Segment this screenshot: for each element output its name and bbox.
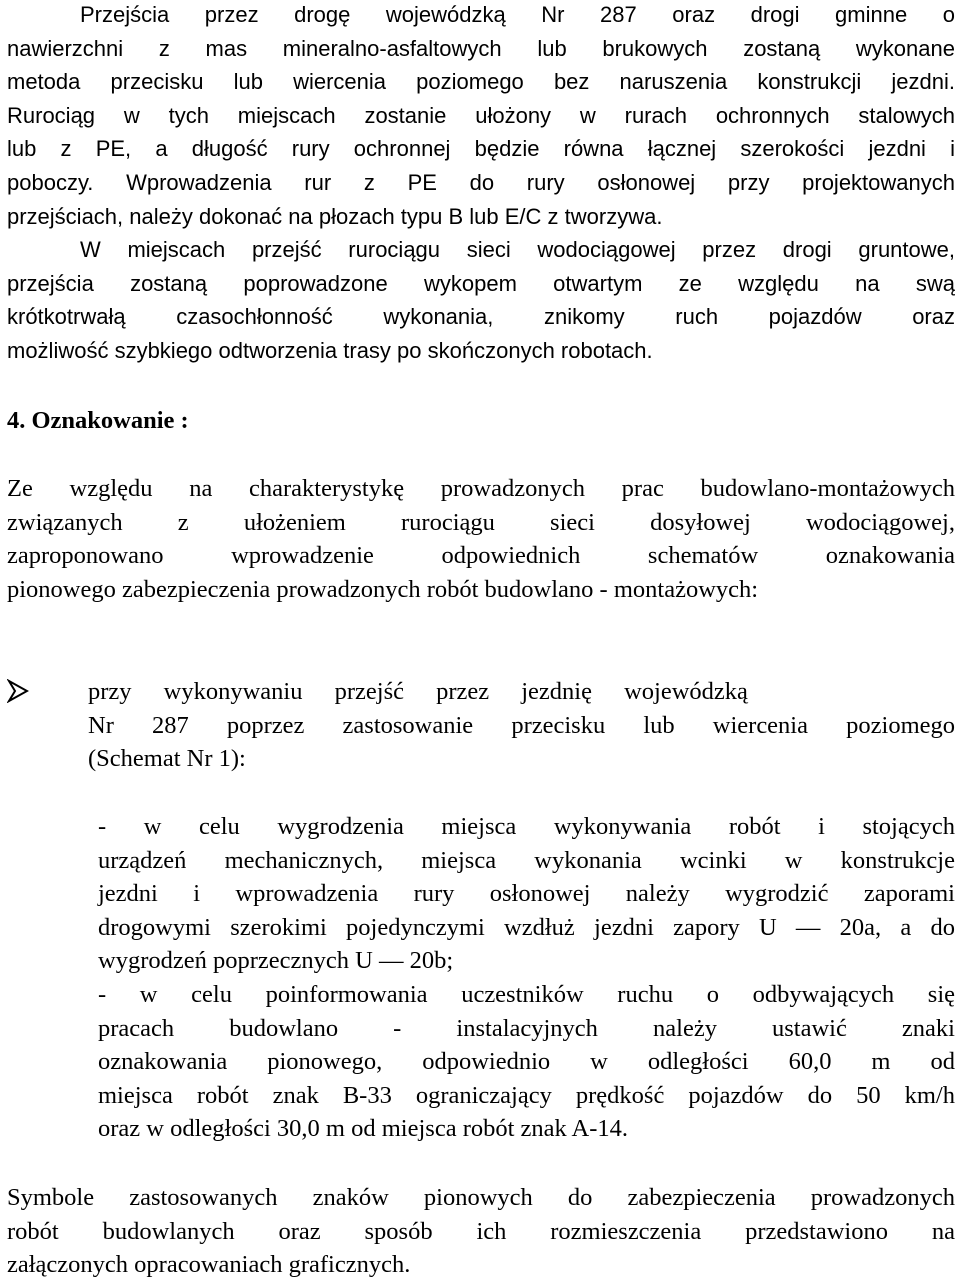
text-line: miejsca robót znak B-33 ograniczający prędkość pojazdów do 50 km/h: [98, 1081, 955, 1109]
text-line: urządzeń mechanicznych, miejsca wykonania wcinki w konstrukcje: [98, 846, 955, 874]
text-line: załączonych opracowaniach graficznych.: [7, 1251, 411, 1279]
arrow-bullet-icon: [7, 679, 29, 703]
text-line: W miejscach przejść rurociągu sieci wodociągowej przez drogi gruntowe,: [80, 237, 955, 262]
text-line: przejścia zostaną poprowadzone wykopem otwartym ze względu na swą: [7, 270, 955, 296]
text-line: możliwość szybkiego odtworzenia trasy po skończonych robotach.: [7, 337, 653, 363]
text-line: oraz w odległości 30,0 m od miejsca robót znak A-14.: [98, 1115, 629, 1143]
text-line: metoda przecisku lub wiercenia poziomego bez naruszenia konstrukcji jezdni.: [7, 69, 955, 95]
bullet-text: [88, 675, 955, 776]
text-line: nawierzchni z mas mineralno-asfaltowych lub brukowych zostaną wykonane: [7, 35, 955, 61]
text-line: przejściach, należy dokonać na płozach typu B lub E/C z tworzywa.: [7, 203, 663, 229]
text-line: Nr 287 poprzez zastosowanie przecisku lub wiercenia poziomego: [88, 711, 955, 739]
text-line: Ze względu na charakterystykę prowadzonych prac budowlano-montażowych: [7, 475, 955, 502]
text-line: krótkotrwałą czasochłonność wykonania, znikomy ruch pojazdów oraz: [7, 304, 955, 330]
section-heading: [7, 404, 955, 437]
text-line: jezdni i wprowadzenia rury osłonowej należy wygrodzić zaporami: [98, 880, 955, 908]
text-line: Rurociąg w tych miejscach zostanie ułożony w rurach ochronnych stalowych: [7, 102, 955, 128]
text-line: związanych z ułożeniem rurociągu sieci dosyłowej wodociągowej,: [7, 508, 955, 536]
text-line: - w celu poinformowania uczestników ruchu o odbywających się: [98, 981, 955, 1008]
text-line: zaproponowano wprowadzenie odpowiednich schematów oznakowania: [7, 542, 955, 570]
heading-text: 4. Oznakowanie :: [7, 407, 189, 434]
dash-item-signs: [98, 978, 955, 1146]
text-line: - w celu wygrodzenia miejsca wykonywania robót i stojących: [98, 813, 955, 840]
text-line: lub z PE, a długość rury ochronnej będzie równa łącznej szerokości jezdni i: [7, 136, 955, 162]
text-line: poboczy. Wprowadzenia rur z PE do rury osłonowej przy projektowanych: [7, 169, 955, 195]
text-line: (Schemat Nr 1):: [88, 745, 246, 773]
paragraph-symbols: [7, 1181, 955, 1282]
paragraph-dirt-road-crossings: [7, 233, 955, 367]
text-line: drogowymi szerokimi pojedynczymi wzdłuż jezdni zapory U — 20a, a do: [98, 913, 955, 941]
text-line: wygrodzeń poprzecznych U — 20b;: [98, 947, 454, 975]
text-line: robót budowlanych oraz sposób ich rozmieszczenia przedstawiono na: [7, 1217, 955, 1245]
dash-item-barriers: [98, 810, 955, 978]
text-line: oznakowania pionowego, odpowiednio w odległości 60,0 m od: [98, 1048, 955, 1076]
text-line: przy wykonywaniu przejść przez jezdnię wojewódzką: [88, 678, 748, 705]
text-line: Symbole zastosowanych znaków pionowych do zabezpieczenia prowadzonych: [7, 1184, 955, 1211]
text-line: Przejścia przez drogę wojewódzką Nr 287 oraz drogi gminne o: [80, 2, 955, 27]
paragraph-marking-intro: [7, 472, 955, 606]
text-line: pracach budowlano - instalacyjnych należy ustawić znaki: [98, 1014, 955, 1042]
text-line: pionowego zabezpieczenia prowadzonych robót budowlano - montażowych:: [7, 575, 759, 603]
paragraph-road-crossings: [7, 0, 955, 233]
